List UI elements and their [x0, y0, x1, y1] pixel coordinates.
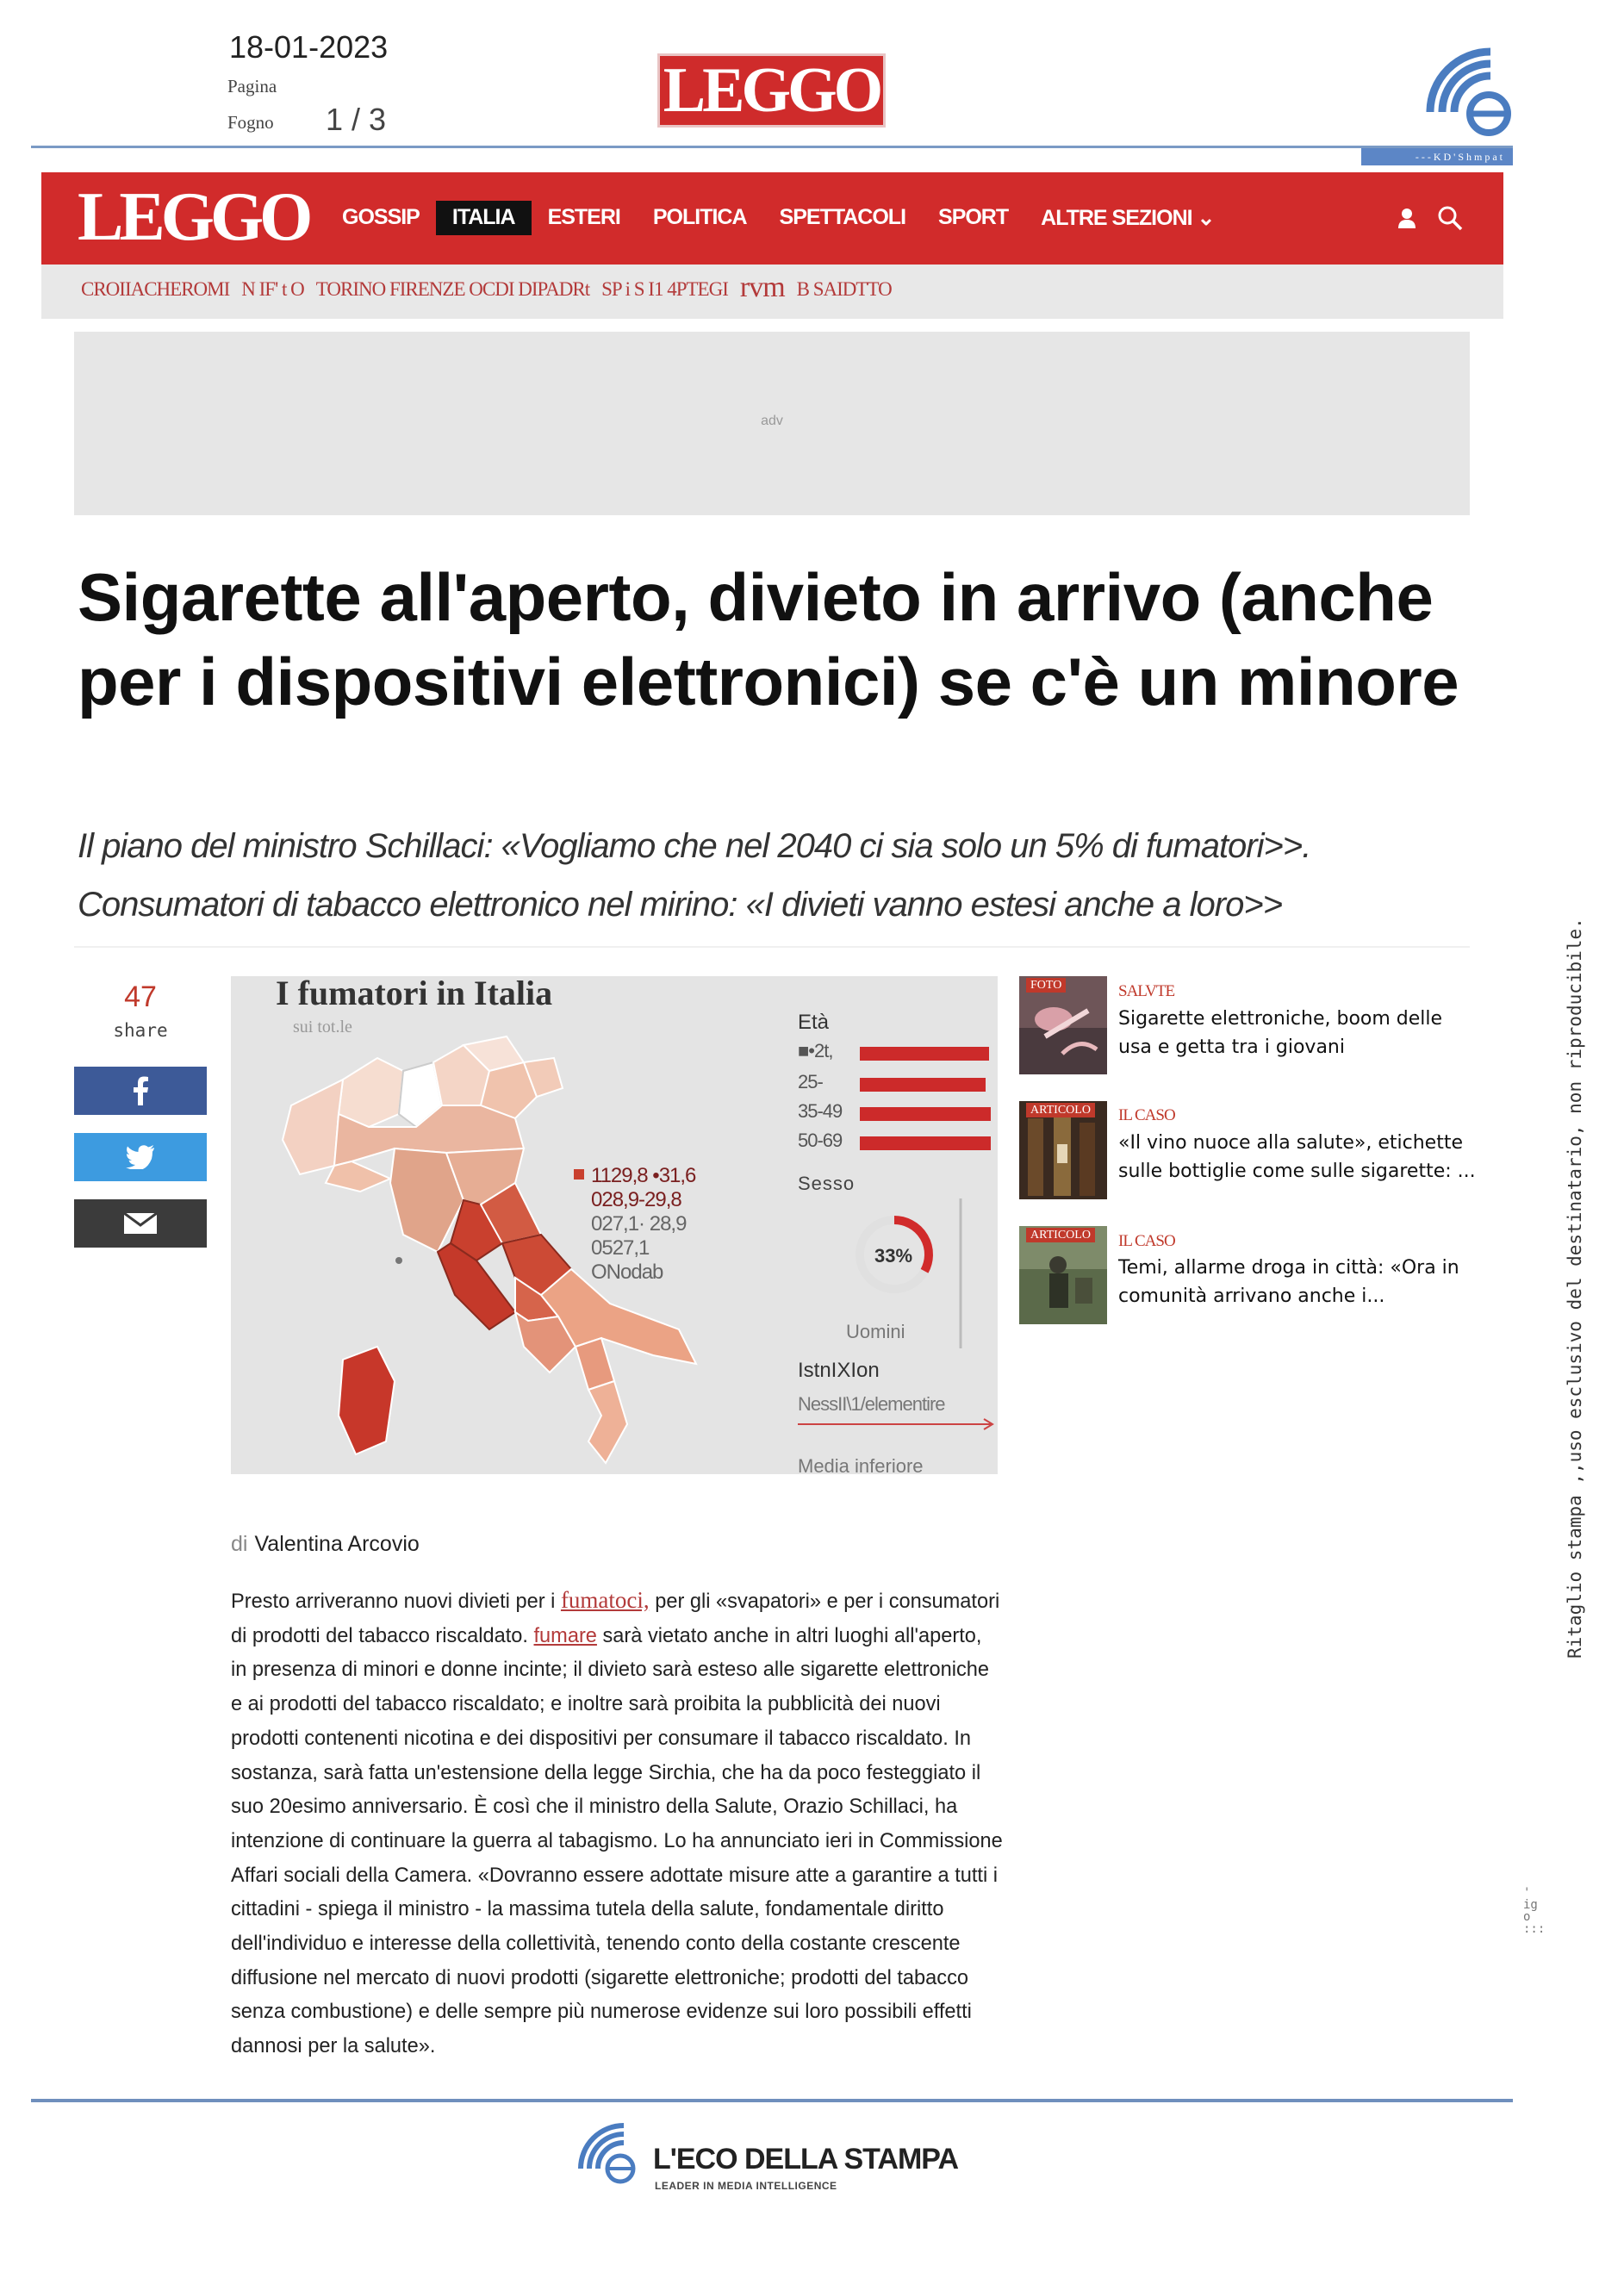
infographic-education-label: Media inferiore — [798, 1455, 924, 1474]
infographic-age-label: ■•2t, — [798, 1040, 833, 1061]
city-link[interactable]: rvm — [739, 271, 785, 303]
infographic-legend-item: 028,9-29,8 — [591, 1188, 681, 1211]
footer-brand-name: L'ECO DELLA STAMPA — [653, 2143, 958, 2176]
city-link[interactable]: B SAIDTTO — [796, 278, 892, 300]
footer-tagline: LEADER IN MEDIA INTELLIGENCE — [655, 2180, 837, 2192]
city-link[interactable]: TORINO FIRENZE OCDI DIPADRt — [315, 278, 590, 300]
code-strip: - - - K D ' S h m p a t — [1361, 148, 1513, 165]
share-twitter-button[interactable] — [74, 1133, 207, 1181]
article-link-fumare[interactable]: fumare — [533, 1624, 597, 1647]
city-subnav — [41, 265, 1503, 319]
article-subtitle-line: Il piano del ministro Schillaci: «Vogliamo che nel 2040 ci sia solo un 5% di fumatori>>. — [78, 827, 1311, 865]
infographic-education-title: IstnIXIon — [798, 1359, 880, 1382]
separator — [74, 946, 1470, 948]
city-link[interactable]: CROIIACHEROMI — [81, 278, 230, 300]
article-subtitle-line: Consumatori di tabacco elettronico nel mirino: «I divieti vanno estesi anche a loro>> — [78, 886, 1283, 924]
side-margin-marks: ' ig o ::: — [1523, 1886, 1546, 1936]
share-facebook-button[interactable] — [74, 1067, 207, 1115]
bottom-rule — [31, 2099, 1513, 2102]
nav-item-altre-sezioni-label: ALTRE SEZIONI — [1041, 206, 1192, 230]
related-title[interactable]: Sigarette elettroniche, boom delle usa e getta tra i giovani — [1118, 1008, 1443, 1058]
article-text: sarà vietato anche in altri luoghi all'aperto, in presenza di minori e donne incinte; il divieto sarà esteso alle sigarette elettroniche e ai prodotti del tabacco riscaldato; e inoltre sarà proibita la pubblicità dei nuovi prodotti contenenti nicotina e dei dispositivi per consumare il tabacco riscaldato. In sostanza, sarà fatta un'estensione della legge Sirchia, che ha da poco festeggiato il suo 20esimo anniversario. È così che il ministro della Salute, Orazio Schillaci, ha intenzione di continuare la guerra al tabagismo. Lo ha annunciato ieri in Commissione Affari sociali della Camera. «Dovranno essere adottate misure atte a garantire a tutti i cittadini - spiega il ministro - la massima tutela della salute, fondamentale diritto dell'individuo e interesse della collettività, tenendo conto della costante crescente diffusione nel mercato di nuovi prodotti (sigarette elettroniche; prodotti del tabacco senza combustione) e delle sempre più numerose evidenze sui loro possibili effetti dannosi per la salute». — [231, 1624, 1003, 2058]
related-kicker: IL CASO — [1118, 1232, 1175, 1250]
infographic-age-label: 50-69 — [798, 1130, 843, 1151]
city-link[interactable]: N IF' t O — [241, 278, 304, 300]
share-label: share — [113, 1020, 168, 1041]
infographic-education-label: NessII\1/elementire — [798, 1393, 945, 1415]
related-tag: ARTICOLO — [1026, 1228, 1095, 1242]
clipping-date: 18-01-2023 — [229, 29, 389, 65]
nav-item-gossip[interactable]: GOSSIP — [342, 205, 420, 229]
infographic-legend-item: 027,1· 28,9 — [591, 1212, 687, 1236]
article-body — [231, 1584, 1003, 2064]
nav-item-spettacoli[interactable]: SPETTACOLI — [779, 205, 906, 229]
city-link[interactable]: SP i S I1 4PTEGI — [601, 278, 728, 300]
article-link-fumatori[interactable]: fumatoci, — [560, 1587, 650, 1613]
infographic-smokers-italy[interactable] — [231, 976, 998, 1474]
article-text: Presto arriveranno nuovi divieti per i — [231, 1590, 556, 1613]
chevron-down-icon: ⌄ — [1197, 206, 1215, 230]
share-email-button[interactable] — [74, 1199, 207, 1248]
share-count: 47 — [124, 980, 157, 1013]
copyright-side-note: Ritaglio stampa ,,uso esclusivo del destinatario, non riproducibile. — [1565, 918, 1585, 1659]
related-title[interactable]: Temi, allarme droga in città: «Ora in comunità arrivano anche i... — [1118, 1257, 1459, 1307]
top-rule — [31, 146, 1513, 148]
infographic-subtitle: sui tot.le — [293, 1018, 352, 1036]
byline-prefix: di — [231, 1532, 248, 1556]
infographic-legend-item: 0527,1 — [591, 1236, 650, 1260]
eco-della-stampa-logo-icon — [570, 2115, 639, 2184]
site-logo[interactable]: LEGGO — [78, 179, 309, 255]
newspaper-logo — [657, 53, 886, 128]
related-kicker: SALVTE — [1118, 982, 1175, 1000]
infographic-age-label: 25- — [798, 1071, 823, 1092]
ad-label: adv — [761, 414, 783, 428]
nav-item-esteri[interactable]: ESTERI — [547, 205, 620, 229]
ad-banner[interactable] — [74, 332, 1470, 515]
infographic-title: I fumatori in Italia — [276, 976, 553, 1012]
related-kicker: IL CASO — [1118, 1106, 1175, 1124]
newspaper-logo-text: LEGGO — [663, 55, 880, 126]
clipping-page-label: Pagina — [227, 76, 277, 96]
site-navbar — [41, 172, 1503, 265]
infographic-men-label: Uomini — [846, 1321, 905, 1342]
clipping-page-number: 1 / 3 — [326, 102, 387, 137]
clipping-sheet-label: Fogno — [227, 112, 274, 133]
article-subtitle — [78, 817, 1473, 934]
user-icon[interactable] — [1394, 205, 1420, 231]
nav-item-sport[interactable]: SPORT — [938, 205, 1009, 229]
infographic-men-percent: 33% — [874, 1245, 913, 1267]
related-tag: FOTO — [1026, 978, 1066, 993]
related-tag: ARTICOLO — [1026, 1103, 1095, 1117]
main-nav-menu — [326, 201, 1230, 235]
mail-icon — [123, 1212, 158, 1235]
facebook-icon — [131, 1076, 150, 1105]
infographic-legend-item: 1129,8 •31,6 — [591, 1164, 696, 1187]
infographic-age-label: 35-49 — [798, 1100, 843, 1122]
article-text: per gli «svapatori» e per i consumatori di prodotti del tabacco riscaldato. — [231, 1590, 1000, 1647]
search-icon[interactable] — [1435, 203, 1465, 233]
article-author[interactable]: Valentina Arcovio — [254, 1532, 420, 1556]
nav-item-politica[interactable]: POLITICA — [652, 205, 747, 229]
infographic-sex-title: Sesso — [798, 1173, 856, 1194]
article-title: Sigarette all'aperto, divieto in arrivo (anche per i dispositivi elettronici) se c'è un minore — [78, 559, 1459, 719]
article-byline — [231, 1532, 420, 1557]
nav-item-italia[interactable]: ITALIA — [436, 201, 532, 235]
eco-della-stampa-icon — [1413, 34, 1516, 138]
infographic-age-title: Età — [798, 1011, 830, 1034]
related-title[interactable]: «Il vino nuoce alla salute», etichette sulle bottiglie come sulle sigarette: ... — [1118, 1132, 1476, 1182]
city-links — [81, 271, 892, 304]
twitter-icon — [126, 1145, 155, 1169]
nav-item-altre-sezioni[interactable] — [1024, 201, 1230, 235]
infographic-legend-item: ONodab — [591, 1260, 663, 1284]
